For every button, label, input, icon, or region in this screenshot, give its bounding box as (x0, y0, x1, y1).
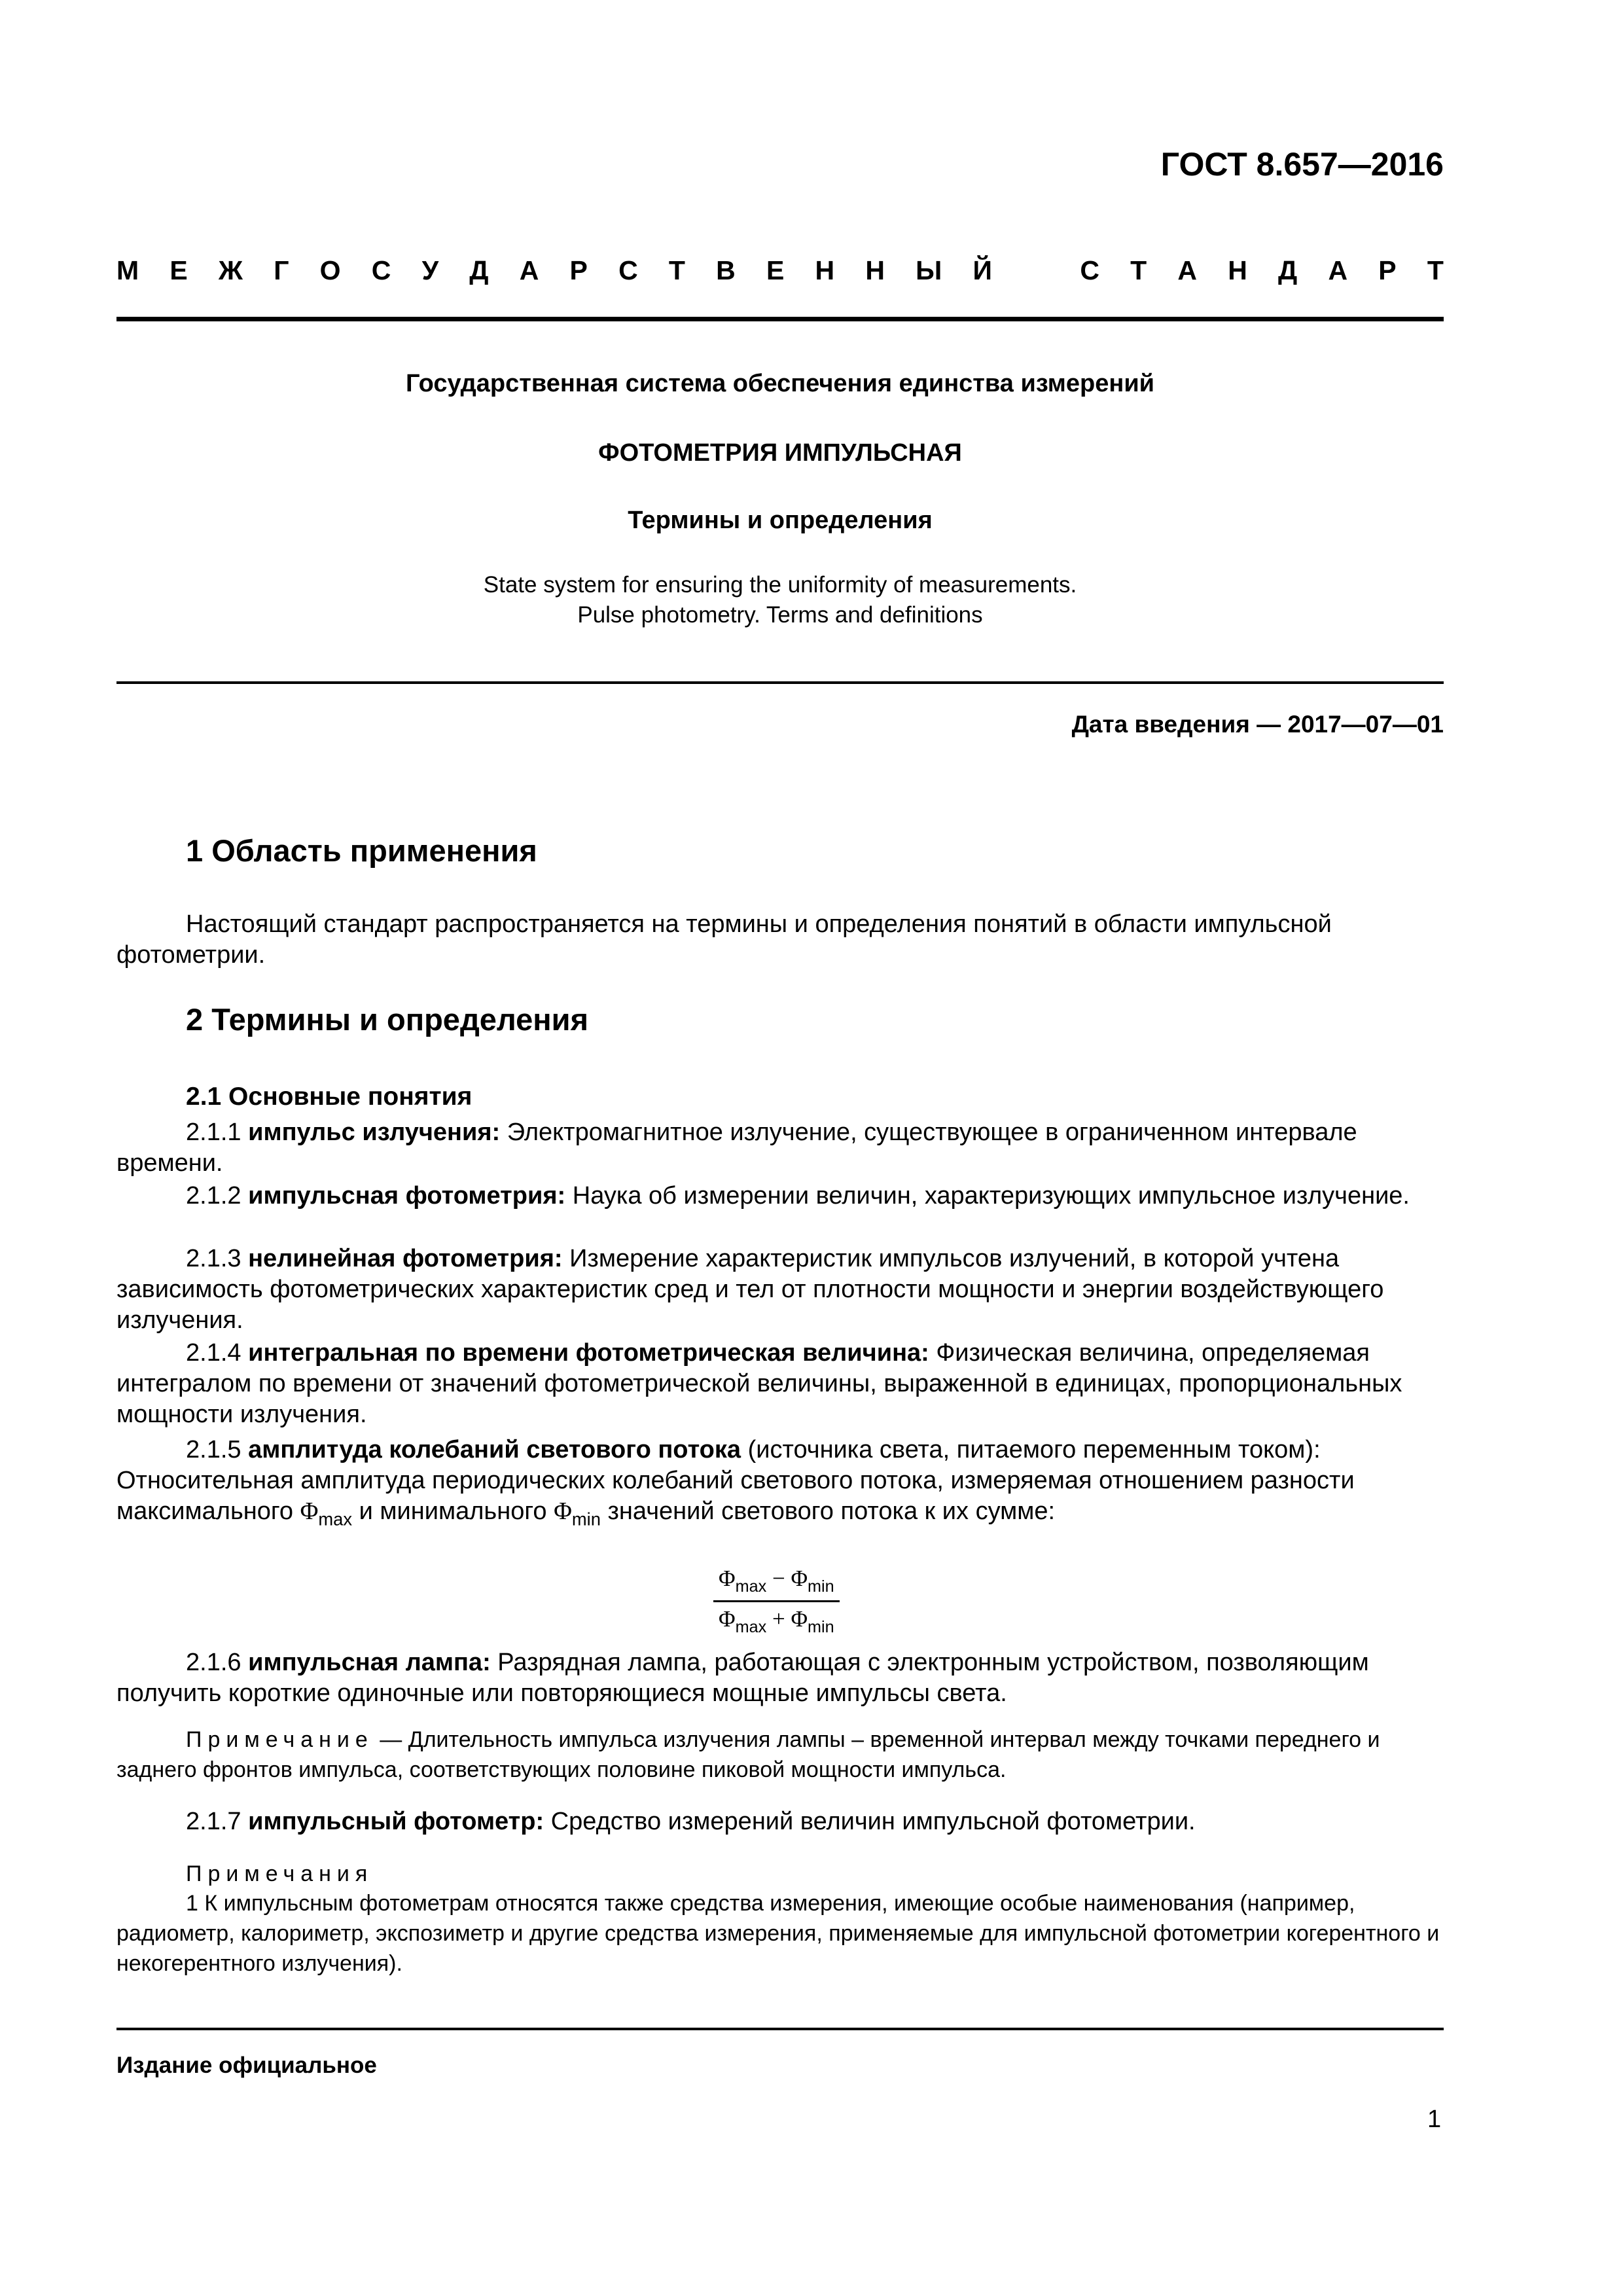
doc-type-letter: Т (1130, 255, 1147, 285)
term-name: нелинейная фотометрия: (248, 1245, 563, 1272)
term-2-1-5 (116, 1435, 1444, 1535)
english-title-line2: Pulse photometry. Terms and definitions (577, 602, 983, 628)
phi-symbol: Φ (554, 1498, 572, 1525)
term-number: 2.1.6 (186, 1649, 241, 1676)
section-1-text: Настоящий стандарт распространяется на термины и определения понятий в области импульсной фотометрии. (116, 910, 1332, 969)
doc-type-letter (1023, 255, 1049, 286)
term-2-1-6 (116, 1647, 1444, 1709)
term-2-1-1 (116, 1117, 1444, 1179)
doc-type-letter: Е (169, 255, 188, 285)
section-2-heading: 2 Термины и определения (186, 1002, 588, 1037)
page-number: 1 (1427, 2106, 1442, 2133)
doc-type-letter: А (519, 255, 539, 285)
doc-type-letter: Ы (916, 255, 942, 285)
term-definition: Измерение характеристик импульсов излучений, в которой учтена зависимость фотометрических характеристик сред и тел от плотности мощности и энергии воздействующего излучения. (116, 1245, 1384, 1334)
subscript: max (318, 1509, 353, 1530)
doc-type-letter: С (371, 255, 391, 285)
subscript: min (571, 1509, 601, 1530)
doc-type-letter: Н (815, 255, 835, 285)
note-text: — Длительность импульса излучения лампы – временной интервал между точками переднего и заднего фронтов импульса, соответствующих половине пиковой мощности импульса. (116, 1727, 1380, 1782)
edition-label: Издание официальное (116, 2053, 377, 2078)
term-name: импульсная фотометрия: (248, 1182, 566, 1210)
doc-type-letter: У (421, 255, 439, 285)
term-name: импульсный фотометр: (248, 1808, 544, 1835)
doc-type-letter: А (1328, 255, 1348, 285)
term-definition-cont: значений светового потока к их сумме: (607, 1498, 1056, 1525)
bottom-rule (116, 2028, 1444, 2030)
note-item-1: 1 К импульсным фотометрам относятся также средства измерения, имеющие особые наименования (например, радиометр, калориметр, экспозиметр и другие средства измерения, применяемые для импульсной фотометрии когерентного и некогерентного излучения). (116, 1891, 1440, 1976)
term-2-1-3 (116, 1244, 1444, 1336)
doc-type-letter: Р (1378, 255, 1397, 285)
doc-type-letter: Т (1427, 255, 1444, 285)
system-title: Государственная система обеспечения единства измерений (405, 370, 1155, 397)
doc-type-letter: Г (274, 255, 289, 285)
formula-denominator: $\Phi_{max} + \Phi_{min}$ (719, 1605, 834, 1636)
doc-type-letter: О (319, 255, 341, 285)
top-rule (116, 317, 1444, 321)
middle-rule (116, 681, 1444, 684)
term-number: 2.1.4 (186, 1339, 241, 1367)
term-number: 2.1.3 (186, 1245, 241, 1272)
term-name: импульсная лампа: (248, 1649, 491, 1676)
document-code: ГОСТ 8.657—2016 (1160, 146, 1444, 183)
notes-label-2-1-7: Примечания (186, 1861, 374, 1886)
term-number: 2.1.1 (186, 1119, 241, 1146)
term-name: импульс излучения: (248, 1119, 501, 1146)
doc-type-letter: Р (569, 255, 588, 285)
term-number: 2.1.2 (186, 1182, 241, 1210)
doc-type-letter: Д (1278, 255, 1298, 285)
term-2-1-7 (116, 1806, 1444, 1837)
term-definition-cont: и минимального (359, 1498, 547, 1525)
term-name: интегральная по времени фотометрическая величина: (248, 1339, 929, 1367)
english-title-line1: State system for ensuring the uniformity of measurements. (483, 572, 1077, 598)
doc-type-letter: В (716, 255, 736, 285)
introduction-date: Дата введения — 2017—07—01 (1071, 711, 1444, 738)
section-2-1-heading: 2.1 Основные понятия (186, 1083, 473, 1111)
term-2-1-2 (116, 1181, 1444, 1211)
term-number: 2.1.5 (186, 1436, 241, 1463)
sub-title: Термины и определения (628, 507, 933, 534)
term-definition: Физическая величина, определяемая интегралом по времени от значений фотометрической величины, выраженной в единицах, пропорциональных мощности излучения. (116, 1339, 1402, 1428)
doc-type-letter: Ж (218, 255, 243, 285)
doc-type-letter: С (618, 255, 638, 285)
term-definition: (источника света, питаемого переменным током): Относительная амплитуда периодических колебаний светового потока, измеряемая отношением разности максимального (116, 1436, 1355, 1525)
term-name: амплитуда колебаний светового потока (248, 1436, 741, 1463)
doc-type-letter: Т (668, 255, 685, 285)
note-label: Примечание (186, 1727, 374, 1752)
doc-type-letter: С (1080, 255, 1099, 285)
amplitude-formula (713, 1566, 840, 1637)
term-2-1-4 (116, 1338, 1444, 1430)
term-definition: Наука об измерении величин, характеризующих импульсное излучение. (572, 1182, 1410, 1210)
main-title: ФОТОМЕТРИЯ ИМПУЛЬСНАЯ (598, 439, 962, 467)
term-definition: Электромагнитное излучение, существующее в ограниченном интервале времени. (116, 1119, 1357, 1177)
term-number: 2.1.7 (186, 1808, 241, 1835)
formula-numerator: $\Phi_{max} - \Phi_{min}$ (719, 1566, 834, 1596)
document-type-title (116, 255, 1444, 286)
doc-type-letter: Е (766, 255, 785, 285)
fraction-bar (713, 1600, 840, 1602)
section-1-heading: 1 Область применения (186, 833, 537, 868)
doc-type-letter: Н (865, 255, 885, 285)
term-definition: Средство измерений величин импульсной фотометрии. (550, 1808, 1196, 1835)
note-2-1-6 (116, 1725, 1444, 1785)
phi-symbol: Φ (300, 1498, 319, 1525)
term-definition: Разрядная лампа, работающая с электронным устройством, позволяющим получить короткие одиночные или повторяющиеся мощные импульсы света. (116, 1649, 1369, 1707)
doc-type-letter: Н (1228, 255, 1247, 285)
doc-type-letter: Д (469, 255, 489, 285)
doc-type-letter: А (1177, 255, 1198, 285)
doc-type-letter: М (116, 255, 139, 285)
doc-type-letter: Й (972, 255, 992, 285)
